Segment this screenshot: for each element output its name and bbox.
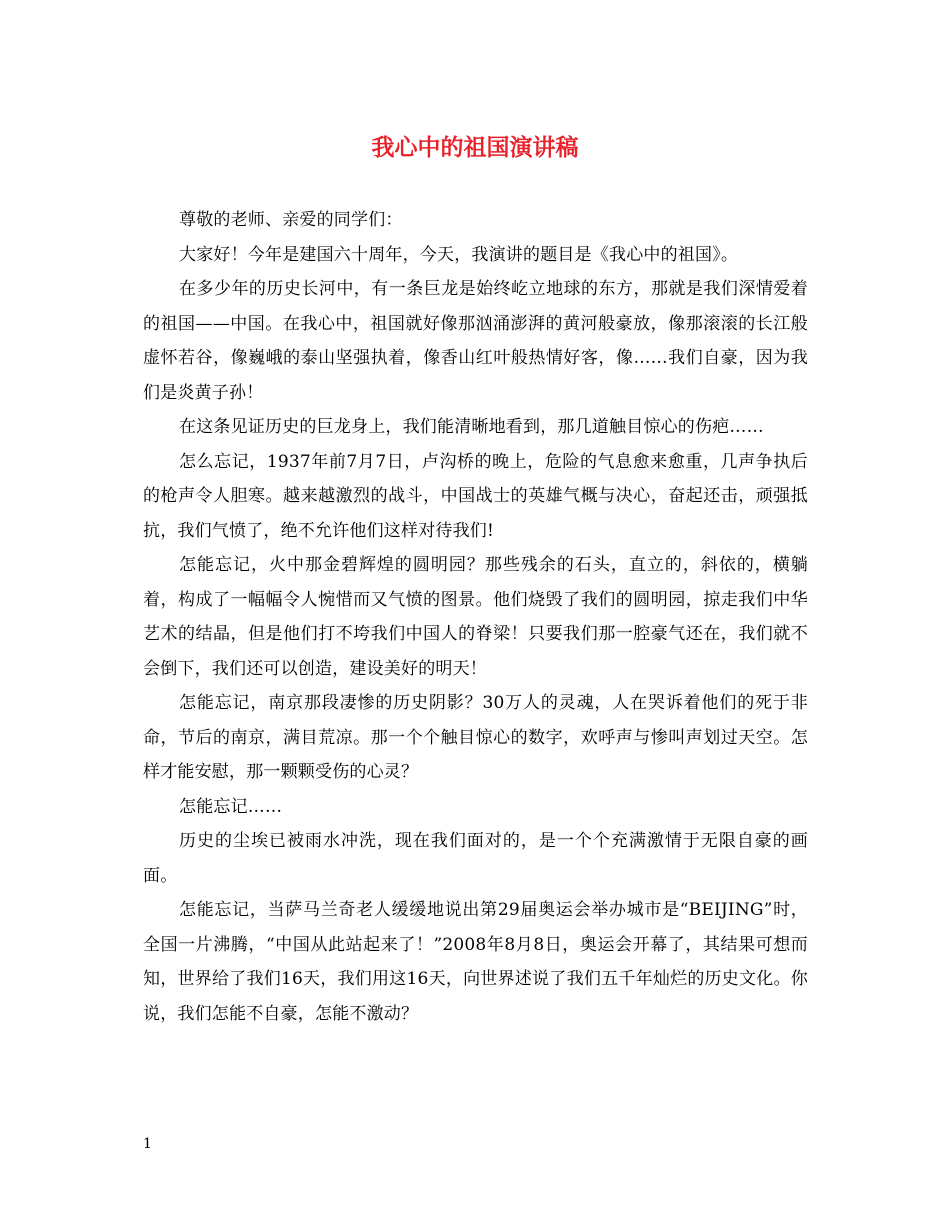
paragraph-scars: 在这条见证历史的巨龙身上，我们能清晰地看到，那几道触目惊心的伤疤……	[179, 417, 764, 437]
paragraph-yuanmingyuan: 怎能忘记，火中那金碧辉煌的圆明园？那些残余的石头，直立的，斜依的，横躺着，构成了一幅幅令人惋惜而又气愤的图景。他们烧毁了我们的圆明园，掠走我们中华艺术的结晶，但是他们打不垮我们中国人的脊梁！只要我们那一腔豪气还在，我们就不会倒下，我们还可以创造，建设美好的明天！	[143, 555, 808, 679]
paragraph-history-dust: 历史的尘埃已被雨水冲洗，现在我们面对的，是一个个充满激情于无限自豪的画面。	[143, 831, 808, 886]
paragraph-salutation: 尊敬的老师、亲爱的同学们：	[179, 210, 403, 230]
paragraph-history-river: 在多少年的历史长河中，有一条巨龙是始终屹立地球的东方，那就是我们深情爱着的祖国——中国。在我心中，祖国就好像那汹涌澎湃的黄河般豪放，像那滚滚的长江般虚怀若谷，像巍峨的泰山坚强执着，像香山红叶般热情好客，像……我们自豪，因为我们是炎黄子孙！	[143, 279, 808, 403]
paragraph-greeting: 大家好！今年是建国六十周年，今天，我演讲的题目是《我心中的祖国》。	[179, 244, 739, 265]
paragraph-olympics: 怎能忘记，当萨马兰奇老人缓缓地说出第29届奥运会举办城市是“BEIJING”时，全国一片沸腾，“中国从此站起来了！”2008年8月8日，奥运会开幕了，其结果可想而知，世界给了我们16天，我们用这16天，向世界述说了我们五千年灿烂的历史文化。你说，我们怎能不自豪，怎能不激动？	[143, 900, 808, 1024]
paragraph-cannot-forget: 怎能忘记……	[179, 796, 283, 817]
paragraph-lugou-bridge: 怎么忘记，1937年前7月7日，卢沟桥的晚上，危险的气息愈来愈重，几声争执后的枪声令人胆寒。越来越激烈的战斗，中国战士的英雄气概与决心，奋起还击，顽强抵抗，我们气愤了，绝不允许他们这样对待我们!	[143, 451, 808, 541]
paragraph-nanjing: 怎能忘记，南京那段凄惨的历史阴影？30万人的灵魂，人在哭诉着他们的死于非命，节后的南京，满目荒凉。那一个个触目惊心的数字，欢呼声与惨叫声划过天空。怎样才能安慰，那一颗颗受伤的心灵？	[143, 693, 808, 782]
document-body	[143, 203, 808, 1031]
page-number: 1	[143, 1136, 152, 1152]
document-title: 我心中的祖国演讲稿	[371, 134, 579, 161]
